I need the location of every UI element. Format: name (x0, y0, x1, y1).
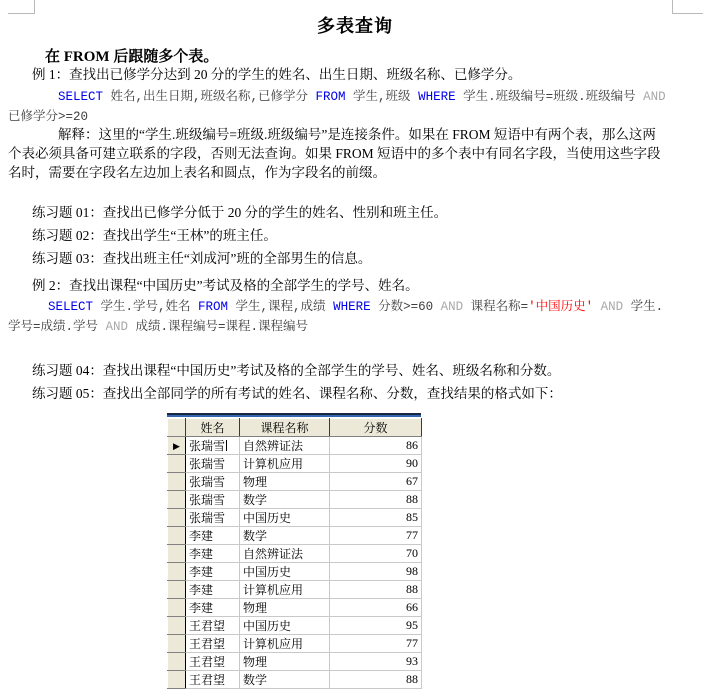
cell-score[interactable]: 85 (330, 509, 422, 527)
current-row-arrow-icon: ▶ (173, 440, 180, 451)
sql-text: AND (600, 300, 624, 314)
cell-score[interactable]: 88 (330, 491, 422, 509)
sql-text: 学生. (623, 300, 664, 314)
sql-text: 学生,课程,成绩 (228, 300, 334, 314)
practice04-text: 练习题 04：查找出课程“中国历史”考试及格的全部学生的学号、姓名、班级名称和分数。 (32, 363, 561, 378)
cell-course[interactable]: 数学 (240, 527, 330, 545)
result-table (167, 418, 422, 689)
table-row (168, 437, 422, 455)
sql-text: '中国历史' (528, 300, 594, 314)
section-heading: 在 FROM 后跟随多个表。 (45, 49, 219, 65)
cell-course[interactable]: 自然辨证法 (240, 545, 330, 563)
sql-keyword: WHERE (418, 90, 456, 104)
sql-keyword: SELECT (48, 300, 94, 314)
row-selector[interactable] (168, 617, 186, 635)
cell-course[interactable]: 物理 (240, 653, 330, 671)
sql-query-2 (0, 298, 663, 337)
cell-course[interactable]: 计算机应用 (240, 581, 330, 599)
cell-name[interactable]: 王君望 (186, 653, 240, 671)
sql-text: AND (643, 90, 666, 104)
sql-text: 学号=成绩.学号 (8, 319, 106, 334)
cell-course[interactable]: 中国历史 (240, 563, 330, 581)
explain-line-1: 解释：这里的“学生.班级编号=班级.班级编号”是连接条件。如果在 FROM 短语中有两个表，那么这两 (58, 127, 656, 142)
sql-keyword: SELECT (58, 90, 104, 104)
table-row (168, 653, 422, 671)
cell-course[interactable]: 数学 (240, 671, 330, 689)
sql-text: AND (440, 300, 464, 314)
cell-name[interactable]: 张瑞雪 (186, 437, 240, 455)
cell-name[interactable]: 王君望 (186, 617, 240, 635)
sql-query-1 (0, 88, 666, 127)
sql-code-line (58, 88, 666, 108)
example1-text: 例 1：查找出已修学分达到 20 分的学生的姓名、出生日期、班级名称、已修学分。 (32, 67, 522, 82)
column-header[interactable]: 姓名 (186, 419, 240, 437)
result-datasheet (167, 413, 421, 689)
selector-column-header[interactable] (168, 419, 186, 437)
table-row (168, 599, 422, 617)
cell-name[interactable]: 张瑞雪 (186, 491, 240, 509)
cell-course[interactable]: 计算机应用 (240, 455, 330, 473)
row-selector[interactable] (168, 545, 186, 563)
cell-score[interactable]: 90 (330, 455, 422, 473)
row-selector[interactable] (168, 635, 186, 653)
sql-text: 分数>=60 (370, 300, 441, 314)
cell-name[interactable]: 李建 (186, 545, 240, 563)
practice03-text: 练习题 03：查找出班主任“刘成河”班的全部男生的信息。 (32, 251, 372, 266)
cell-name[interactable]: 王君望 (186, 635, 240, 653)
row-selector[interactable] (168, 671, 186, 689)
row-selector[interactable] (168, 581, 186, 599)
sql-code-line (8, 108, 666, 128)
cell-score[interactable]: 88 (330, 671, 422, 689)
cell-score[interactable]: 66 (330, 599, 422, 617)
cell-name[interactable]: 张瑞雪 (186, 509, 240, 527)
sql-keyword: FROM (198, 300, 229, 314)
sql-text: 已修学分>=20 (8, 109, 89, 124)
cell-course[interactable]: 自然辨证法 (240, 437, 330, 455)
table-row (168, 473, 422, 491)
cell-name[interactable]: 张瑞雪 (186, 473, 240, 491)
cell-score[interactable]: 70 (330, 545, 422, 563)
sql-keyword: WHERE (333, 300, 371, 314)
row-selector[interactable] (168, 473, 186, 491)
example2-text: 例 2：查找出课程“中国历史”考试及格的全部学生的学号、姓名。 (32, 278, 419, 293)
cell-course[interactable]: 中国历史 (240, 617, 330, 635)
sql-text: 学生.班级编号=班级.班级编号 (455, 90, 644, 104)
explain-line-3: 名时，需要在字段名左边加上表名和圆点，作为字段名的前缀。 (8, 165, 386, 180)
sql-text: 课程名称= (463, 300, 529, 314)
cell-course[interactable]: 中国历史 (240, 509, 330, 527)
cell-name[interactable]: 李建 (186, 563, 240, 581)
cell-course[interactable]: 物理 (240, 473, 330, 491)
cell-name[interactable]: 李建 (186, 527, 240, 545)
cell-name[interactable]: 李建 (186, 581, 240, 599)
text-caret (226, 440, 227, 451)
practice01-text: 练习题 01：查找出已修学分低于 20 分的学生的姓名、性别和班主任。 (32, 205, 448, 220)
cell-name[interactable]: 李建 (186, 599, 240, 617)
table-header-row (168, 419, 422, 437)
table-row (168, 563, 422, 581)
practice02-text: 练习题 02：查找出学生“王林”的班主任。 (32, 228, 277, 243)
sql-text: AND (105, 319, 129, 334)
cell-course[interactable]: 数学 (240, 491, 330, 509)
table-row (168, 635, 422, 653)
cell-score[interactable]: 67 (330, 473, 422, 491)
cell-name[interactable]: 王君望 (186, 671, 240, 689)
row-selector[interactable] (168, 437, 186, 455)
cell-score[interactable]: 77 (330, 635, 422, 653)
sql-code-line (48, 298, 663, 318)
row-selector[interactable] (168, 455, 186, 473)
table-row (168, 455, 422, 473)
row-selector[interactable] (168, 563, 186, 581)
page-title: 多表查询 (317, 16, 393, 36)
cell-score[interactable]: 77 (330, 527, 422, 545)
table-row (168, 509, 422, 527)
sql-code-line (8, 318, 663, 338)
explain-line-2: 个表必须具备可建立联系的字段，否则无法查询。如果 FROM 短语中的多个表中有同名字段，当使用这些字段 (8, 146, 661, 161)
row-selector[interactable] (168, 599, 186, 617)
sql-text (593, 300, 601, 314)
table-row (168, 671, 422, 689)
row-selector[interactable] (168, 491, 186, 509)
row-selector[interactable] (168, 527, 186, 545)
column-header[interactable]: 分数 (330, 419, 422, 437)
table-row (168, 617, 422, 635)
sql-text: 成绩.课程编号=课程.课程编号 (128, 319, 309, 334)
cell-name[interactable]: 张瑞雪 (186, 455, 240, 473)
cell-course[interactable]: 计算机应用 (240, 635, 330, 653)
practice05-text: 练习题 05：查找出全部同学的所有考试的姓名、课程名称、分数，查找结果的格式如下： (32, 386, 562, 401)
column-header[interactable]: 课程名称 (240, 419, 330, 437)
sql-text: 学生.学号,姓名 (93, 300, 199, 314)
cell-score[interactable]: 86 (330, 437, 422, 455)
cell-score[interactable]: 88 (330, 581, 422, 599)
table-row (168, 581, 422, 599)
sql-text: 学生,班级 (345, 90, 419, 104)
cell-score[interactable]: 95 (330, 617, 422, 635)
sql-keyword: FROM (315, 90, 346, 104)
cell-score[interactable]: 98 (330, 563, 422, 581)
table-row (168, 491, 422, 509)
row-selector[interactable] (168, 653, 186, 671)
cell-course[interactable]: 物理 (240, 599, 330, 617)
table-row (168, 527, 422, 545)
table-row (168, 545, 422, 563)
sql-text: 姓名,出生日期,班级名称,已修学分 (103, 90, 316, 104)
datasheet-blue-line (167, 415, 421, 417)
row-selector[interactable] (168, 509, 186, 527)
cell-score[interactable]: 93 (330, 653, 422, 671)
